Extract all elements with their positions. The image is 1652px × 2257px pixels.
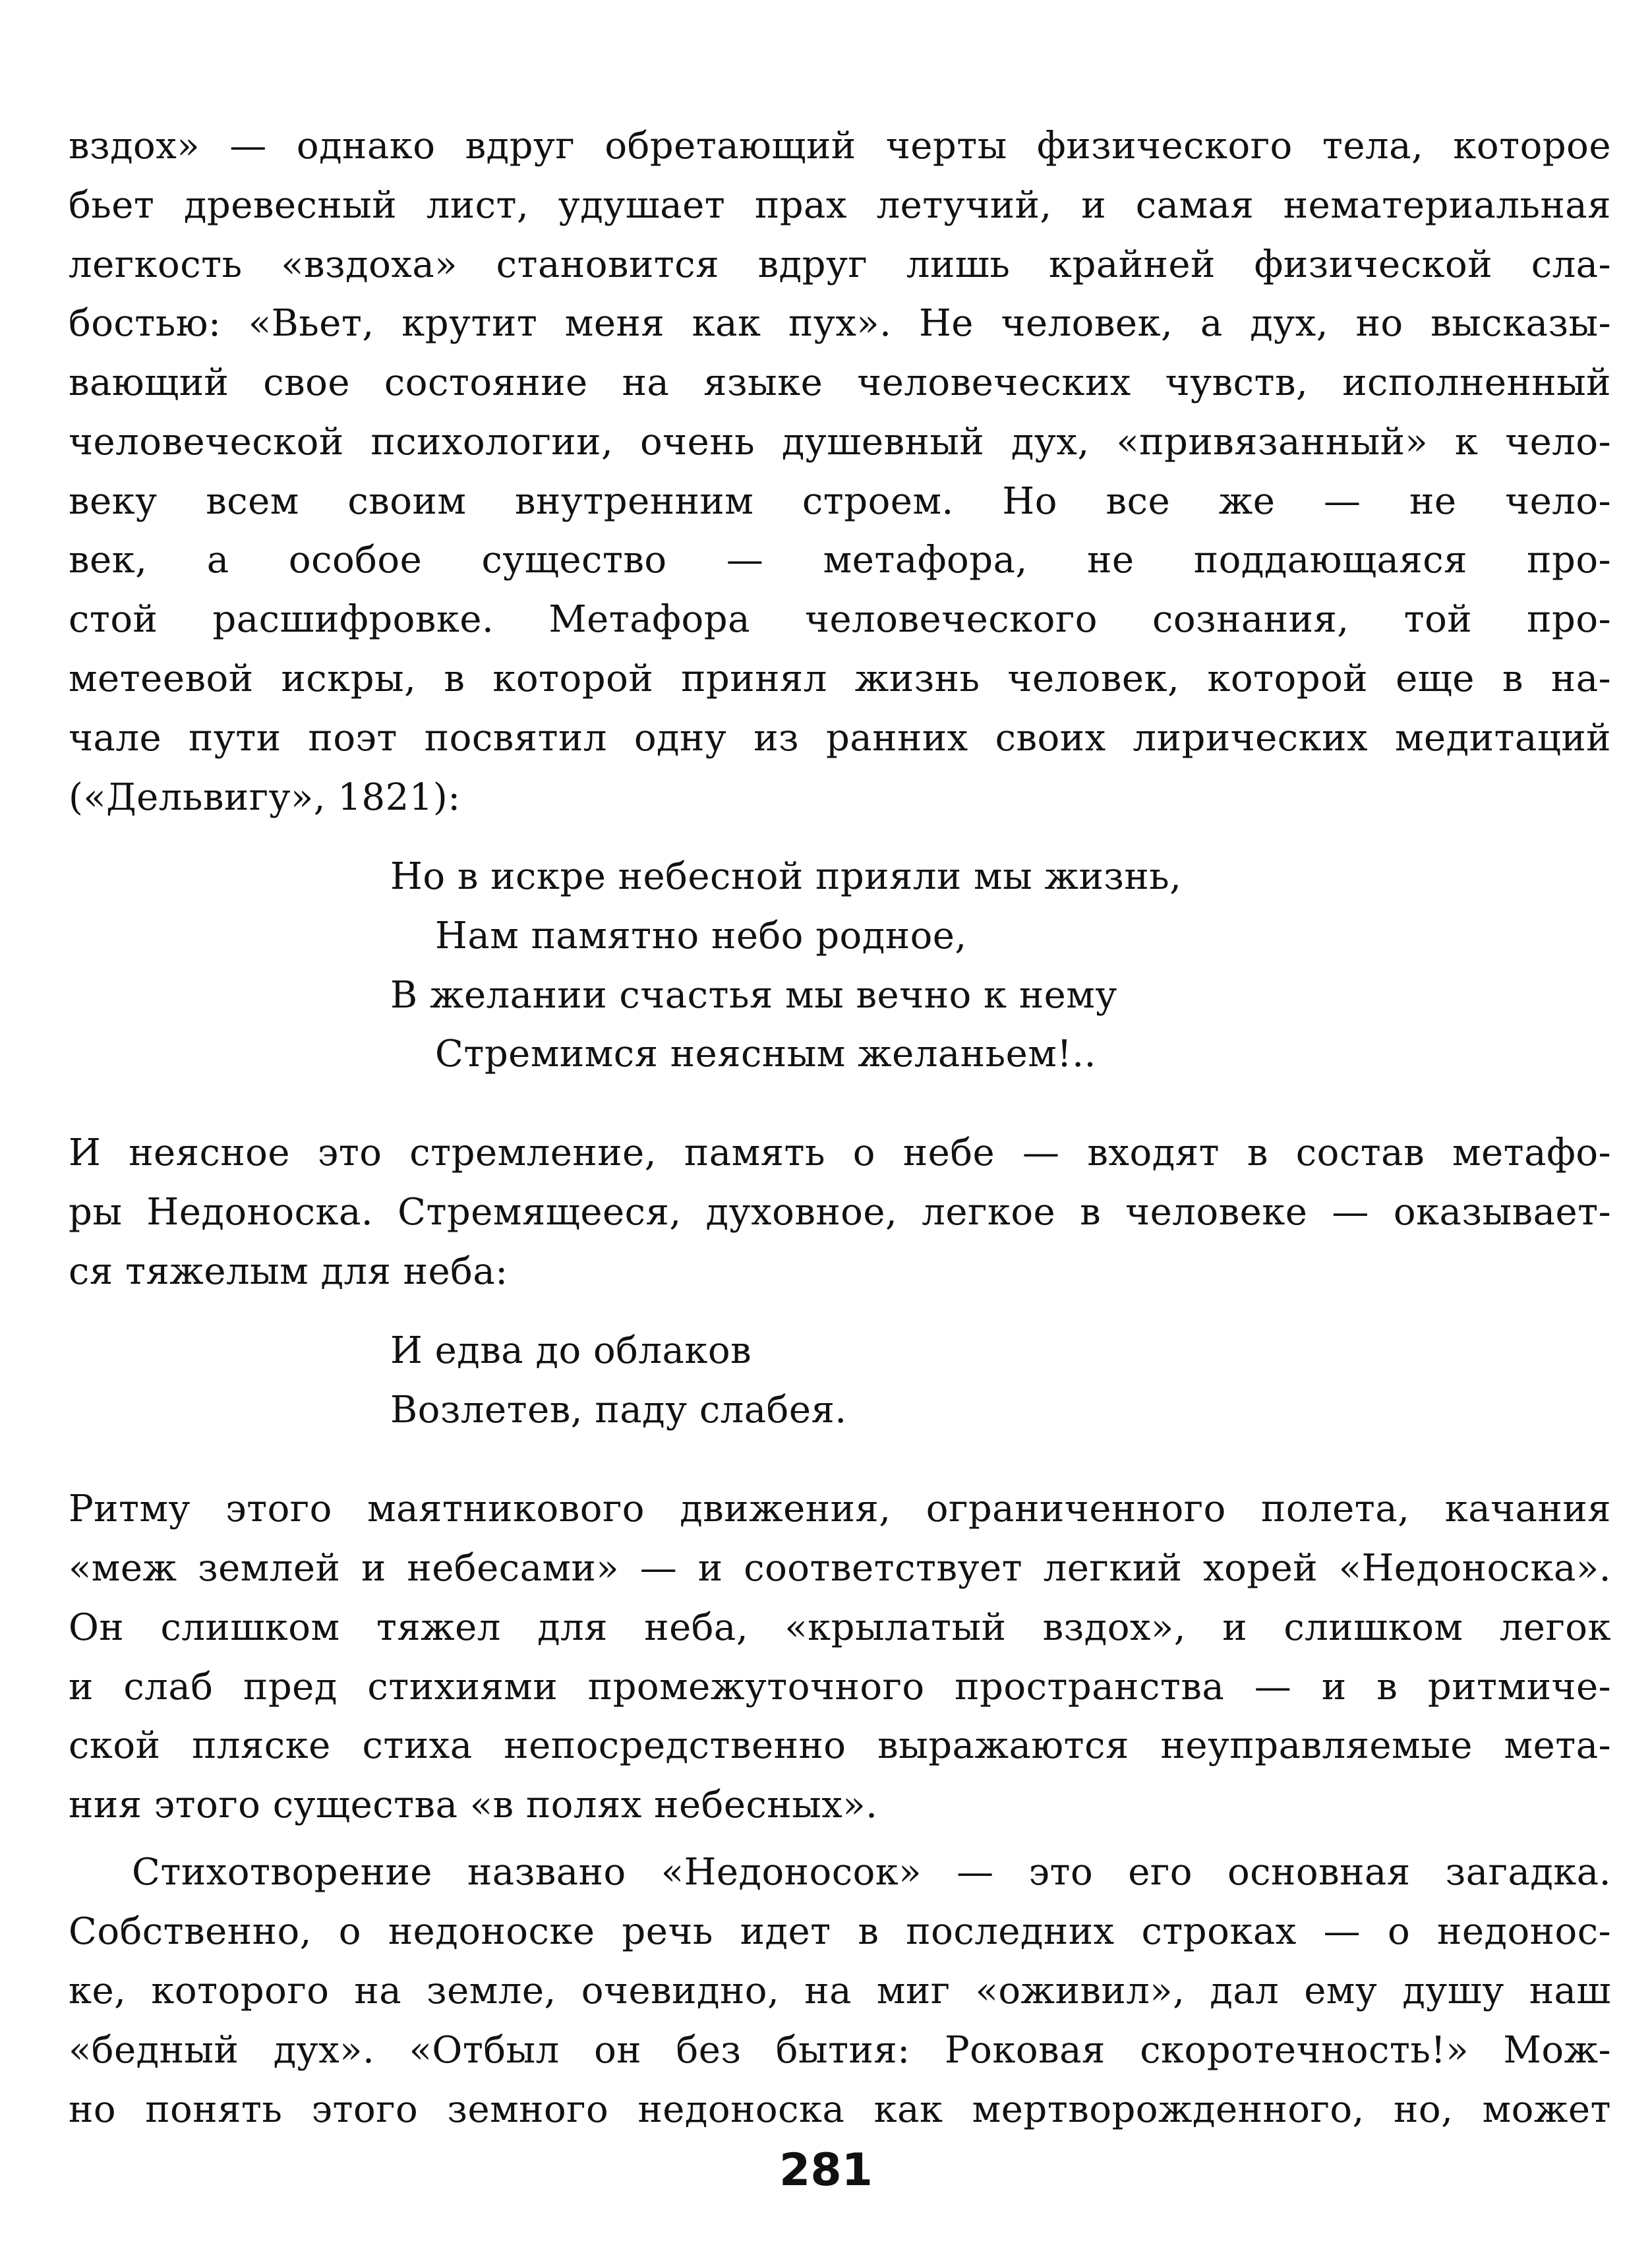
text-line: Стихотворение названо «Недоносок» — это его основная загадка. <box>132 1851 1611 1894</box>
text-line: И неясное это стремление, память о небе — входят в состав метафо- <box>69 1131 1611 1174</box>
text-line: и слаб пред стихиями промежуточного пространства — и в ритмиче- <box>69 1666 1611 1708</box>
text-line: Собственно, о недоноске речь идет в последних строках — о недонос- <box>69 1910 1611 1953</box>
verse-line: Возлетев, паду слабея. <box>390 1389 847 1431</box>
text-line: Ритму этого маятникового движения, ограниченного полета, качания <box>69 1488 1611 1530</box>
text-line: («Дельвигу», 1821): <box>69 776 461 819</box>
text-line: ке, которого на земле, очевидно, на миг «оживил», дал ему душу наш <box>69 1970 1611 2012</box>
text-line: бостью: «Вьет, крутит меня как пух». Не человек, а дух, но высказы- <box>69 302 1611 345</box>
text-line: бьет древесный лист, удушает прах летучий, и самая нематериальная <box>69 184 1611 227</box>
text-line: ской пляске стиха непосредственно выражаются неуправляемые мета- <box>69 1724 1611 1767</box>
verse-line: Стремимся неясным желаньем!.. <box>435 1033 1096 1075</box>
text-line: Он слишком тяжел для неба, «крылатый вздох», и слишком легок <box>69 1606 1611 1649</box>
page-number: 281 <box>779 2144 873 2196</box>
text-line: чале пути поэт посвятил одну из ранних своих лирических медитаций <box>69 717 1611 760</box>
text-line: ся тяжелым для неба: <box>69 1250 508 1293</box>
text-line: легкость «вздоха» становится вдруг лишь крайней физической сла- <box>69 243 1611 286</box>
text-line: ния этого существа «в полях небесных». <box>69 1784 878 1826</box>
text-line: человеческой психологии, очень душевный дух, «привязанный» к чело- <box>69 421 1611 464</box>
text-line: век, а особое существо — метафора, не поддающаяся про- <box>69 539 1611 582</box>
verse-line: Но в искре небесной прияли мы жизнь, <box>390 855 1182 898</box>
text-line: ры Недоноска. Стремящееся, духовное, легкое в человеке — оказывает- <box>69 1191 1611 1234</box>
verse-line: И едва до облаков <box>390 1329 752 1372</box>
text-line: вздох» — однако вдруг обретающий черты физического тела, которое <box>69 125 1611 167</box>
text-line: веку всем своим внутренним строем. Но все же — не чело- <box>69 480 1611 523</box>
text-line: метеевой искры, в которой принял жизнь человек, которой еще в на- <box>69 657 1611 700</box>
text-line: вающий свое состояние на языке человеческих чувств, исполненный <box>69 361 1611 404</box>
text-line: «бедный дух». «Отбыл он без бытия: Роковая скоротечность!» Мож- <box>69 2029 1611 2072</box>
text-line: «меж землей и небесами» — и соответствует легкий хорей «Недоноска». <box>69 1547 1611 1590</box>
text-line: стой расшифровке. Метафора человеческого сознания, той про- <box>69 598 1611 641</box>
text-line: но понять этого земного недоноска как мертворожденного, но, может <box>69 2088 1611 2131</box>
verse-line: В желании счастья мы вечно к нему <box>390 974 1117 1017</box>
verse-line: Нам памятно небо родное, <box>435 915 967 957</box>
